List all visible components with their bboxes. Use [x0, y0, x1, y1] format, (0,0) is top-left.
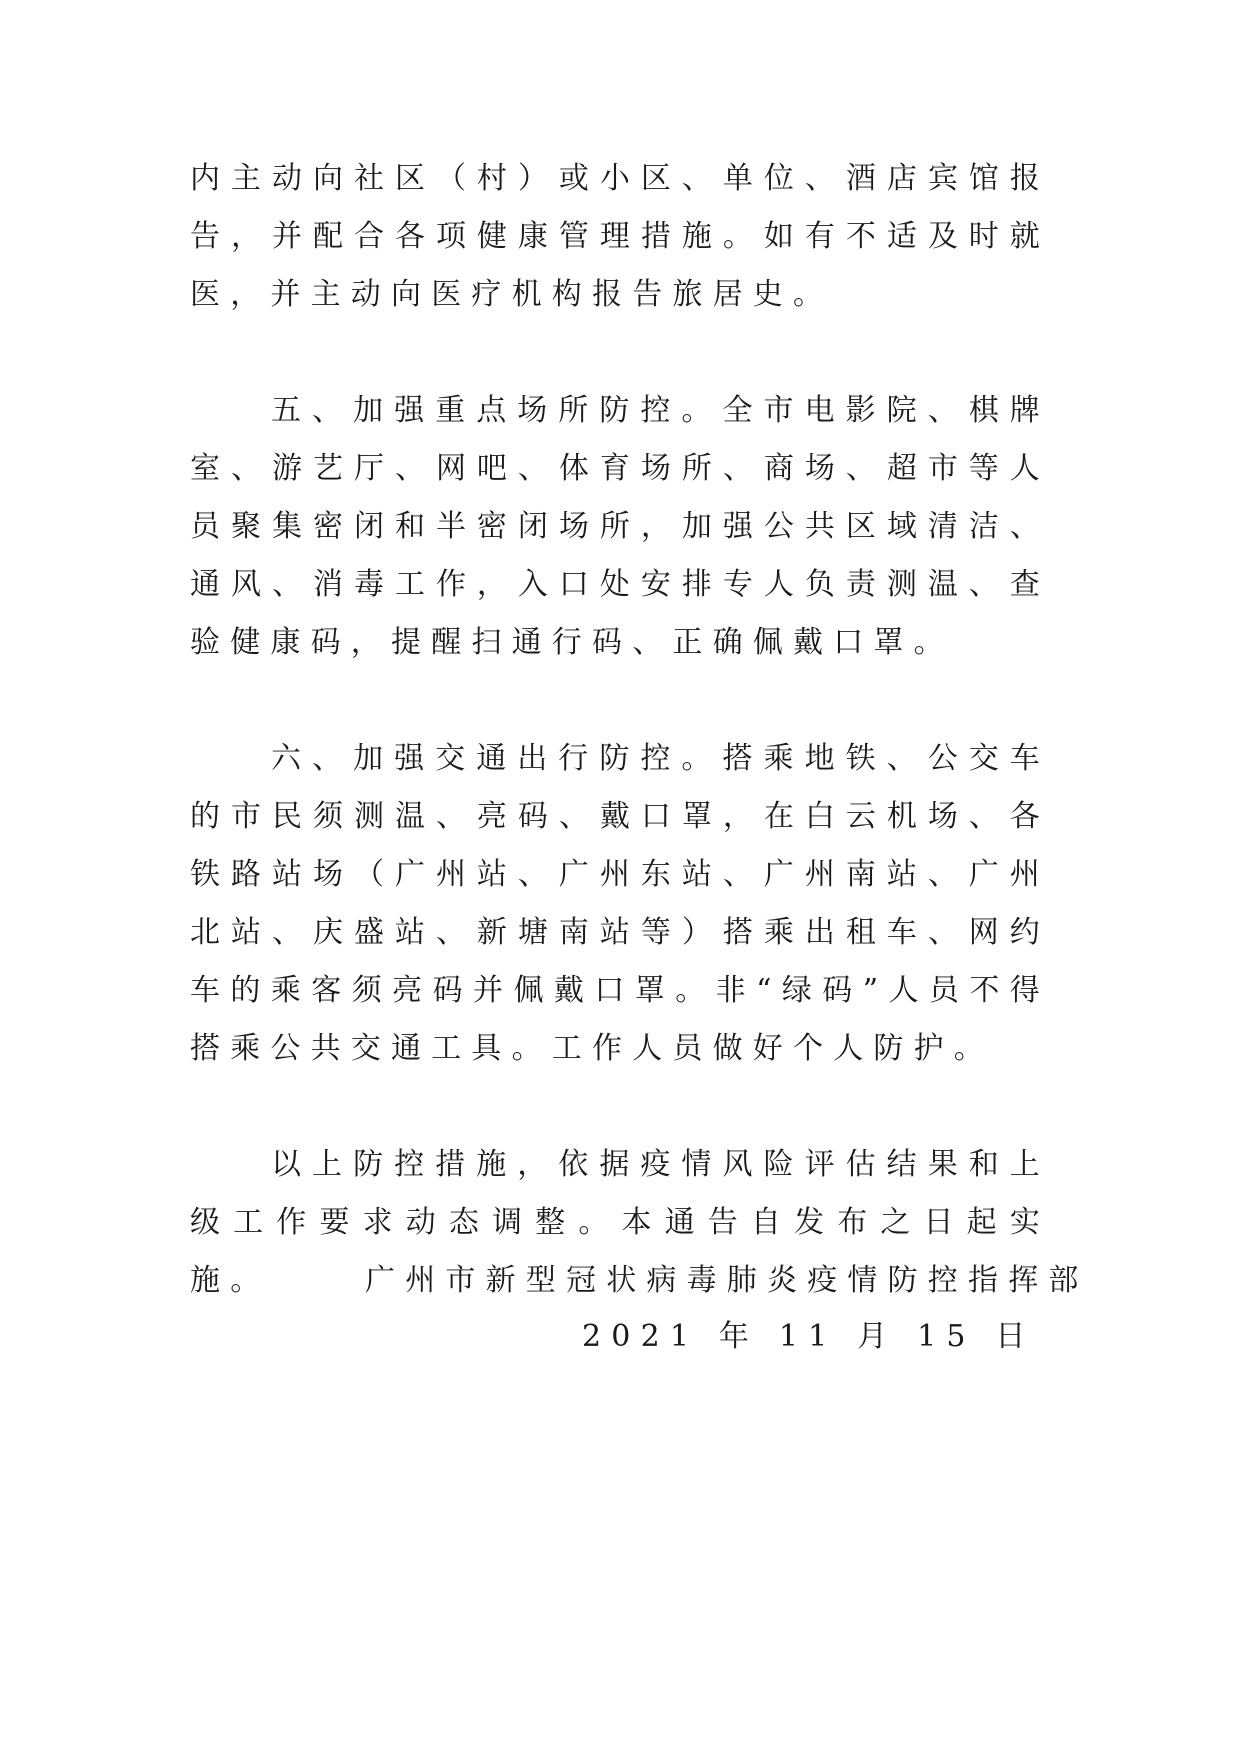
signature-block [365, 1256, 1089, 1362]
paragraph-transport-control: 六、加强交通出行防控。搭乘地铁、公交车的市民须测温、亮码、戴口罩，在白云机场、各铁路站场（广州站、广州东站、广州南站、广州北站、庆盛站、新塘南站等）搭乘出租车、网约车的乘客须亮码并佩戴口罩。非“绿码”人员不得搭乘公共交通工具。工作人员做好个人防护。 [190, 741, 1050, 1066]
paragraph-venue-control: 五、加强重点场所防控。全市电影院、棋牌室、游艺厅、网吧、体育场所、商场、超市等人员聚集密闭和半密闭场所，加强公共区域清洁、通风、消毒工作，入口处安排专人负责测温、查验健康码，提醒扫通行码、正确佩戴口罩。 [190, 393, 1050, 660]
signature-organization: 广州市新型冠状病毒肺炎疫情防控指挥部 [365, 1263, 1089, 1298]
paragraph-continuation: 内主动向社区（村）或小区、单位、酒店宾馆报告，并配合各项健康管理措施。如有不适及时就医，并主动向医疗机构报告旅居史。 [190, 161, 1050, 312]
signature-date: 2021 年 11 月 15 日 [582, 1319, 1036, 1354]
document-body [190, 150, 1050, 1310]
paragraph-closing: 以上防控措施，依据疫情风险评估结果和上级工作要求动态调整。本通告自发布之日起实施。 [190, 1147, 1050, 1298]
